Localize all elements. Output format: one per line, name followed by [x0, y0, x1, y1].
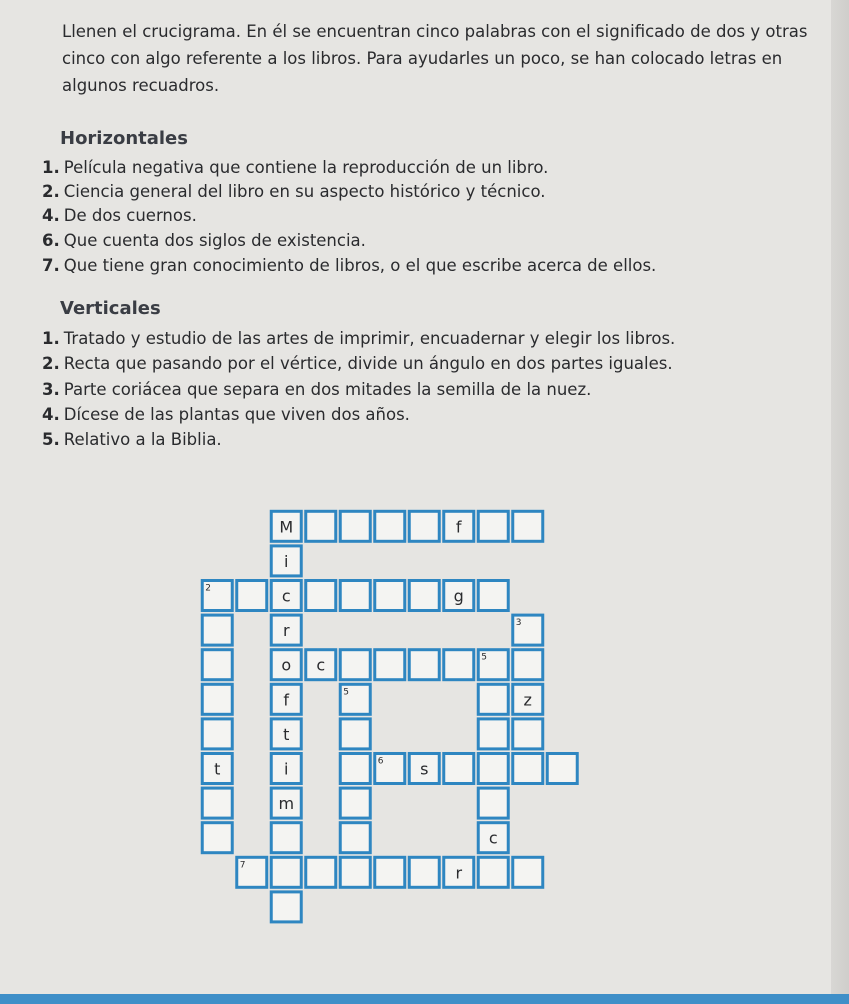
- crossword-cell[interactable]: [513, 650, 543, 680]
- crossword-cell[interactable]: [375, 581, 405, 611]
- clue-number: 1.: [42, 158, 60, 177]
- crossword-cell[interactable]: [409, 511, 439, 541]
- given-letter: i: [284, 759, 289, 779]
- cell-box: [202, 650, 232, 680]
- crossword-cell[interactable]: [202, 650, 232, 680]
- cell-box: [478, 754, 508, 784]
- cell-box: [202, 615, 232, 645]
- crossword-cell[interactable]: [202, 684, 232, 714]
- cell-box: [375, 511, 405, 541]
- crossword-cell[interactable]: [271, 581, 301, 611]
- cell-box: [340, 754, 370, 784]
- given-letter: s: [420, 759, 429, 779]
- cell-box: [444, 650, 474, 680]
- given-letter: M: [279, 517, 294, 537]
- crossword-cell[interactable]: [478, 857, 508, 887]
- cell-box: [444, 754, 474, 784]
- cell-box: [340, 788, 370, 818]
- cell-box: [513, 719, 543, 749]
- given-letter: r: [282, 621, 290, 641]
- crossword-cell[interactable]: [409, 581, 439, 611]
- cell-box: [409, 857, 439, 887]
- cell-box: [409, 511, 439, 541]
- clue-number: 2.: [42, 182, 60, 201]
- cell-box: [375, 857, 405, 887]
- crossword-cell[interactable]: [478, 650, 508, 680]
- cell-clue-number: 5: [481, 652, 487, 663]
- cell-box: [513, 857, 543, 887]
- clue-number: 1.: [42, 329, 60, 348]
- cell-box: [271, 857, 301, 887]
- cell-box: [202, 719, 232, 749]
- cell-box: [478, 581, 508, 611]
- cell-box: [237, 581, 267, 611]
- crossword-cell[interactable]: [271, 892, 301, 922]
- cell-box: [478, 788, 508, 818]
- cell-box: [478, 511, 508, 541]
- cell-box: [478, 719, 508, 749]
- clue-number: 5.: [42, 430, 60, 449]
- crossword-cell[interactable]: [478, 511, 508, 541]
- crossword-cell[interactable]: [513, 615, 543, 645]
- crossword-cell[interactable]: [375, 857, 405, 887]
- clue-text: Ciencia general del libro en su aspecto histórico y técnico.: [63, 182, 546, 201]
- crossword-cell[interactable]: [478, 754, 508, 784]
- given-letter: f: [455, 517, 462, 537]
- cell-box: [271, 823, 301, 853]
- crossword-cell[interactable]: [340, 581, 370, 611]
- crossword-cell[interactable]: [202, 788, 232, 818]
- clue-text: Relativo a la Biblia.: [63, 430, 222, 449]
- crossword-cell[interactable]: [271, 823, 301, 853]
- crossword-cell[interactable]: [375, 754, 405, 784]
- crossword-cell[interactable]: [271, 754, 301, 784]
- cell-box: [202, 788, 232, 818]
- verticales-title: Verticales: [60, 298, 161, 319]
- given-letter: c: [316, 655, 326, 675]
- clue-text: Que cuenta dos siglos de existencia.: [63, 231, 366, 250]
- cell-box: [306, 511, 336, 541]
- crossword-cell[interactable]: [202, 615, 232, 645]
- crossword-cell[interactable]: [513, 684, 543, 714]
- cell-box: [271, 892, 301, 922]
- crossword-cell[interactable]: [444, 581, 474, 611]
- cell-box: [202, 684, 232, 714]
- given-letter: g: [453, 586, 464, 606]
- cell-box: [340, 581, 370, 611]
- cell-clue-number: 3: [515, 618, 522, 629]
- crossword-cell[interactable]: [513, 754, 543, 784]
- cell-box: [409, 581, 439, 611]
- cell-clue-number: 6: [377, 756, 384, 767]
- crossword-cell[interactable]: [478, 823, 508, 853]
- cell-box: [340, 823, 370, 853]
- crossword-cell[interactable]: [271, 650, 301, 680]
- crossword-cell[interactable]: [340, 754, 370, 784]
- crossword-cell[interactable]: [271, 719, 301, 749]
- given-letter: t: [214, 759, 221, 779]
- crossword-cell[interactable]: [340, 511, 370, 541]
- crossword-cell[interactable]: [271, 615, 301, 645]
- clue-number: 2.: [42, 354, 60, 373]
- crossword-cell[interactable]: [271, 511, 301, 541]
- cell-box: [513, 754, 543, 784]
- given-letter: c: [281, 586, 291, 606]
- cell-box: [375, 650, 405, 680]
- crossword-cell[interactable]: [444, 650, 474, 680]
- crossword-cell[interactable]: [375, 511, 405, 541]
- given-letter: f: [283, 690, 290, 710]
- clue-number: 6.: [42, 231, 60, 250]
- crossword-cell[interactable]: [306, 511, 336, 541]
- cell-box: [513, 650, 543, 680]
- cell-box: [340, 857, 370, 887]
- clue-text: Parte coriácea que separa en dos mitades la semilla de la nuez.: [63, 380, 592, 399]
- crossword-cell[interactable]: [478, 581, 508, 611]
- instructions: Llenen el crucigrama. En él se encuentran cinco palabras con el significado de dos y otras cinco con algo referente a los libros. Para ayudarles un poco, se han colocado letras en algunos recuadros.: [62, 22, 808, 95]
- crossword-cell[interactable]: [409, 857, 439, 887]
- cell-box: [478, 857, 508, 887]
- clue-number: 4.: [42, 405, 60, 424]
- crossword-cell[interactable]: [513, 511, 543, 541]
- crossword-cell[interactable]: [202, 581, 232, 611]
- bottom-strip: [0, 994, 849, 1004]
- given-letter: m: [278, 794, 295, 814]
- crossword-cell[interactable]: [340, 857, 370, 887]
- crossword-cell[interactable]: [478, 719, 508, 749]
- cell-box: [340, 511, 370, 541]
- crossword-cell[interactable]: [306, 857, 336, 887]
- clue-text: Película negativa que contiene la reproducción de un libro.: [63, 158, 549, 177]
- given-letter: o: [281, 655, 292, 675]
- crossword-cell[interactable]: [547, 754, 577, 784]
- clue-text: De dos cuernos.: [63, 206, 197, 225]
- cell-box: [306, 857, 336, 887]
- cell-box: [409, 650, 439, 680]
- crossword-cell[interactable]: [271, 684, 301, 714]
- cell-box: [340, 719, 370, 749]
- crossword-cell[interactable]: [513, 719, 543, 749]
- clue-number: 3.: [42, 380, 60, 399]
- cell-box: [547, 754, 577, 784]
- crossword-cell[interactable]: [375, 650, 405, 680]
- crossword-cell[interactable]: [271, 857, 301, 887]
- crossword-cell[interactable]: [340, 650, 370, 680]
- crossword-cell[interactable]: [202, 719, 232, 749]
- crossword-cell[interactable]: [306, 581, 336, 611]
- cell-clue-number: 2: [205, 583, 211, 594]
- crossword-cell[interactable]: [444, 754, 474, 784]
- crossword-cell[interactable]: [513, 857, 543, 887]
- cell-box: [375, 581, 405, 611]
- crossword-cell[interactable]: [271, 546, 301, 576]
- cell-clue-number: 5: [343, 687, 349, 698]
- crossword-cell[interactable]: [409, 754, 439, 784]
- crossword-cell[interactable]: [340, 788, 370, 818]
- crossword-cell[interactable]: [237, 857, 267, 887]
- cell-box: [202, 823, 232, 853]
- clue-text: Recta que pasando por el vértice, divide un ángulo en dos partes iguales.: [63, 354, 673, 373]
- cell-box: [513, 511, 543, 541]
- cell-box: [306, 581, 336, 611]
- given-letter: t: [283, 724, 290, 744]
- crossword-cell[interactable]: [340, 719, 370, 749]
- clue-text: Tratado y estudio de las artes de imprimir, encuadernar y elegir los libros.: [63, 329, 676, 348]
- cell-clue-number: 7: [239, 860, 246, 871]
- clue-number: 7.: [42, 256, 60, 275]
- crossword-cell[interactable]: [306, 650, 336, 680]
- given-letter: r: [455, 863, 463, 883]
- crossword-cell[interactable]: [340, 823, 370, 853]
- crossword-cell[interactable]: [478, 788, 508, 818]
- given-letter: z: [523, 690, 532, 710]
- crossword-cell[interactable]: [478, 684, 508, 714]
- crossword-cell[interactable]: [237, 581, 267, 611]
- crossword-cell[interactable]: [444, 511, 474, 541]
- crossword-cell[interactable]: [444, 857, 474, 887]
- crossword-cell[interactable]: [202, 823, 232, 853]
- given-letter: c: [488, 828, 498, 848]
- clue-text: Dícese de las plantas que viven dos años.: [63, 405, 410, 424]
- cell-box: [478, 684, 508, 714]
- horizontales-title: Horizontales: [60, 128, 188, 149]
- crossword-cell[interactable]: [271, 788, 301, 818]
- cell-box: [340, 650, 370, 680]
- clue-number: 4.: [42, 206, 60, 225]
- crossword-cell[interactable]: [202, 754, 232, 784]
- crossword-cell[interactable]: [340, 684, 370, 714]
- given-letter: i: [284, 551, 289, 571]
- clue-text: Que tiene gran conocimiento de libros, o el que escribe acerca de ellos.: [63, 256, 657, 275]
- crossword-cell[interactable]: [409, 650, 439, 680]
